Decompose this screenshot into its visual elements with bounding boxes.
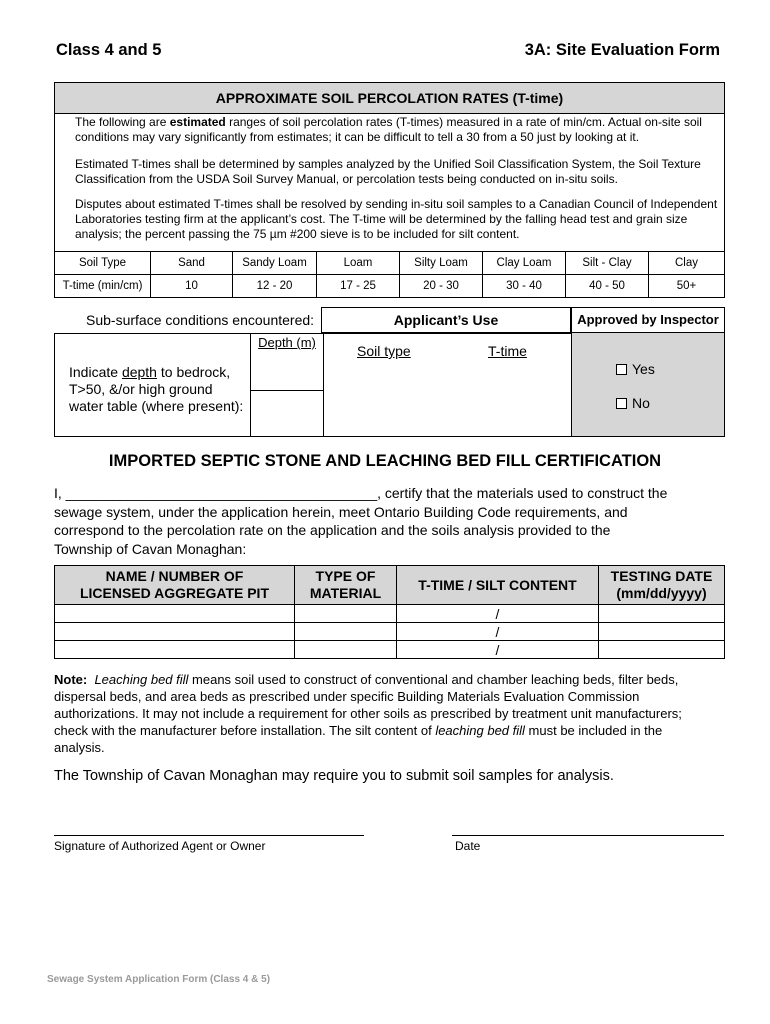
- footer-text: Sewage System Application Form (Class 4 & 5): [47, 974, 271, 985]
- soil-type-header: Soil type: [357, 343, 411, 359]
- pit-name-header: NAME / NUMBER OF LICENSED AGGREGATE PIT: [55, 566, 295, 605]
- ttime-cell: 20 - 30: [400, 275, 483, 298]
- depth-header: Depth (m): [258, 335, 316, 350]
- ttime-cell: 40 - 50: [566, 275, 649, 298]
- certification-statement: I, ________________________________________, certify that the materials used to construct the sewage system, under the application herein, meet Ontario Building Code requirements, and correspond to the percolation rate on the application and the soils analysis provided to the Township of Cavan Monaghan:: [54, 485, 668, 557]
- yes-checkbox[interactable]: [616, 364, 627, 375]
- soil-type-row: [55, 252, 725, 275]
- soil-type-cell: Sandy Loam: [233, 252, 317, 275]
- testing-date-input[interactable]: [599, 623, 725, 641]
- ttime-cell: 50+: [649, 275, 725, 298]
- aggregate-row: [55, 641, 725, 659]
- ttime-silt-header: T-TIME / SILT CONTENT: [397, 566, 599, 605]
- soil-type-header: Soil Type: [55, 252, 151, 275]
- signature-label: Signature of Authorized Agent or Owner: [54, 839, 266, 853]
- depth-input-1[interactable]: [251, 355, 323, 389]
- ttime-silt-input[interactable]: /: [397, 623, 599, 641]
- ttime-header: T-time (min/cm): [55, 275, 151, 298]
- ttime-column-header: T-time: [488, 343, 527, 359]
- soil-type-cell: Sand: [151, 252, 233, 275]
- indicate-depth-instructions: Indicate depth to bedrock, T>50, &/or high ground water table (where present):: [69, 364, 244, 414]
- soil-type-input[interactable]: [323, 364, 453, 434]
- ttime-cell: 17 - 25: [317, 275, 400, 298]
- percolation-table: [54, 251, 725, 298]
- ttime-row: [55, 275, 725, 298]
- no-label: No: [632, 395, 650, 411]
- inspector-approval-box: [571, 307, 725, 437]
- aggregate-table: [54, 565, 725, 659]
- yes-option[interactable]: [616, 361, 655, 377]
- form-section-title: 3A: Site Evaluation Form: [524, 41, 720, 59]
- date-line[interactable]: [452, 835, 724, 836]
- approved-by-inspector-header: Approved by Inspector: [572, 308, 724, 333]
- percolation-paragraph-2: Estimated T-times shall be determined by samples analyzed by the Unified Soil Classification System, the Soil Texture Classification from the USDA Soil Survey Manual, or percolation tests being conducted on in-situ soils.: [75, 157, 701, 186]
- no-checkbox[interactable]: [616, 398, 627, 409]
- applicants-use-header: Applicant’s Use: [321, 307, 571, 333]
- aggregate-row: [55, 623, 725, 641]
- ttime-input[interactable]: [455, 364, 570, 434]
- testing-date-header: TESTING DATE (mm/dd/yyyy): [599, 566, 725, 605]
- certification-title: IMPORTED SEPTIC STONE AND LEACHING BED FILL CERTIFICATION: [108, 452, 662, 470]
- ttime-silt-input[interactable]: /: [397, 641, 599, 659]
- yes-label: Yes: [632, 361, 655, 377]
- percolation-box: [54, 82, 725, 298]
- ttime-cell: 12 - 20: [233, 275, 317, 298]
- material-type-header: TYPE OF MATERIAL: [295, 566, 397, 605]
- subsurface-label: Sub-surface conditions encountered:: [86, 312, 315, 328]
- soil-type-cell: Silt - Clay: [566, 252, 649, 275]
- percolation-paragraph-3: Disputes about estimated T-times shall be resolved by sending in-situ soil samples to a Canadian Council of Independent Laboratories testing firm at the applicant’s cost. The T-time will be determined by the falling head test and grain size analysis; the percent passing the 75 µm #200 sieve is to be included for silt content.: [75, 197, 718, 241]
- soil-type-cell: Loam: [317, 252, 400, 275]
- signature-line[interactable]: [54, 835, 364, 836]
- soil-type-cell: Clay Loam: [483, 252, 566, 275]
- depth-column: [250, 333, 324, 437]
- soil-samples-notice: The Township of Cavan Monaghan may require you to submit soil samples for analysis.: [54, 768, 614, 784]
- pit-name-input[interactable]: [55, 641, 295, 659]
- ttime-cell: 10: [151, 275, 233, 298]
- percolation-title: APPROXIMATE SOIL PERCOLATION RATES (T-time): [55, 83, 724, 114]
- material-type-input[interactable]: [295, 605, 397, 623]
- ttime-cell: 30 - 40: [483, 275, 566, 298]
- form-class-title: Class 4 and 5: [56, 41, 162, 59]
- material-type-input[interactable]: [295, 623, 397, 641]
- certifier-name-field[interactable]: I, ________________________________________, certify that the materials used to construct the: [54, 485, 668, 501]
- no-option[interactable]: [616, 395, 650, 411]
- ttime-silt-input[interactable]: /: [397, 605, 599, 623]
- percolation-paragraph-1: The following are estimated ranges of soil percolation rates (T-times) measured in a rate of min/cm. Actual on-site soil conditions may vary significantly from estimates; it can be difficult to tell a 30 from a 50 just by looking at it.: [75, 115, 702, 144]
- depth-input-2[interactable]: [251, 391, 323, 435]
- date-label: Date: [455, 839, 481, 853]
- pit-name-input[interactable]: [55, 605, 295, 623]
- soil-type-cell: Silty Loam: [400, 252, 483, 275]
- pit-name-input[interactable]: [55, 623, 295, 641]
- soil-type-cell: Clay: [649, 252, 725, 275]
- leaching-bed-note: Note: Leaching bed fill means soil used to construct of conventional and chamber leaching beds, filter beds, dispersal beds, and area beds as prescribed under specific Building Materials Evaluation Commission authorizations. It may not include a requirement for other soils as prescribed by treatment unit manufacturers; check with the manufacturer before installation. The silt content of leaching bed fill must be included in the analysis.: [54, 672, 682, 755]
- testing-date-input[interactable]: [599, 605, 725, 623]
- aggregate-row: [55, 605, 725, 623]
- aggregate-header-row: [55, 566, 725, 605]
- material-type-input[interactable]: [295, 641, 397, 659]
- testing-date-input[interactable]: [599, 641, 725, 659]
- subsurface-input-box: [54, 333, 572, 437]
